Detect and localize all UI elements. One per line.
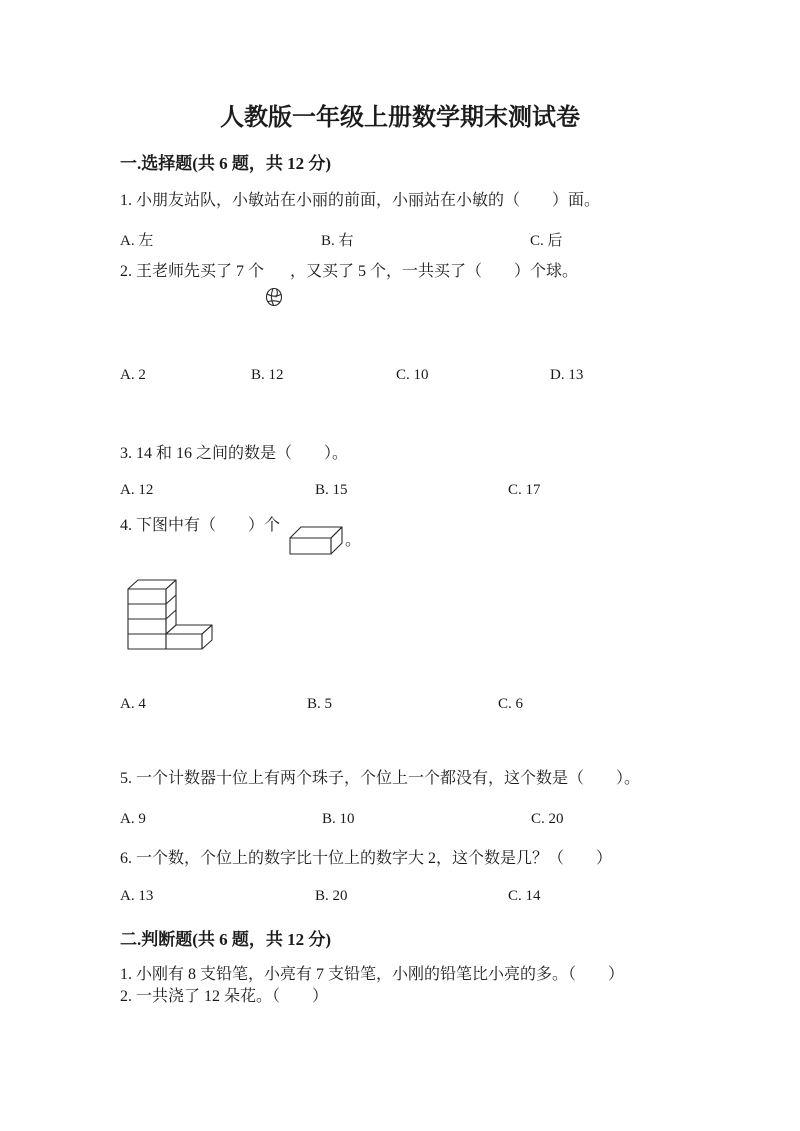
section-1-heading: 一.选择题(共 6 题，共 12 分) <box>120 154 332 173</box>
q6-option-c: C. 14 <box>508 888 541 904</box>
section-2-heading: 二.判断题(共 6 题，共 12 分) <box>120 930 332 949</box>
q3-option-a: A. 12 <box>120 482 154 498</box>
q4-option-a: A. 4 <box>120 696 146 712</box>
q2-option-c: C. 10 <box>396 367 429 383</box>
q4-option-b: B. 5 <box>307 696 333 712</box>
question-4-options <box>0 696 800 716</box>
question-1-options <box>0 229 800 249</box>
judge-question-1-text: 1. 小刚有 8 支铅笔，小亮有 7 支铅笔，小刚的铅笔比小亮的多。（ ） <box>120 966 625 983</box>
page-title: 人教版一年级上册数学期末测试卷 <box>220 105 580 131</box>
question-5-options <box>0 811 800 831</box>
question-1-text: 1. 小朋友站队，小敏站在小丽的前面，小丽站在小敏的（ ）面。 <box>120 192 601 209</box>
q4-option-c: C. 6 <box>498 696 524 712</box>
q2-text-before-ball: 2. 王老师先买了 7 个 <box>120 263 265 280</box>
q1-option-c: C. 后 <box>530 233 563 249</box>
q5-option-a: A. 9 <box>120 811 146 827</box>
q4-sentence-period: 。 <box>345 532 362 549</box>
question-4-text: 4. 下图中有（ ）个 <box>120 517 281 534</box>
q1-option-a: A. 左 <box>120 233 154 249</box>
q6-option-a: A. 13 <box>120 888 154 904</box>
cuboid-3d-outline-icon <box>289 525 344 556</box>
l-shaped-cuboid-stack-figure <box>126 578 214 651</box>
q1-option-b: B. 右 <box>321 233 354 249</box>
question-3-options <box>0 482 800 502</box>
ball-icon <box>265 287 283 307</box>
q2-option-b: B. 12 <box>251 367 284 383</box>
question-2-text <box>120 262 578 282</box>
q6-option-b: B. 20 <box>315 888 348 904</box>
question-2-options <box>0 367 800 387</box>
judge-question-2-text: 2. 一共浇了 12 朵花。（ ） <box>120 988 329 1005</box>
q5-option-c: C. 20 <box>531 811 564 827</box>
question-6-text: 6. 一个数，个位上的数字比十位上的数字大 2，这个数是几？（ ） <box>120 850 613 867</box>
q3-option-b: B. 15 <box>315 482 348 498</box>
question-5-text: 5. 一个计数器十位上有两个珠子，个位上一个都没有，这个数是（ ）。 <box>120 770 641 787</box>
q5-option-b: B. 10 <box>322 811 355 827</box>
q2-option-d: D. 13 <box>550 367 584 383</box>
q2-text-after-ball: ，又买了 5 个，一共买了（ ）个球。 <box>290 263 579 280</box>
q2-option-a: A. 2 <box>120 367 146 383</box>
q3-option-c: C. 17 <box>508 482 541 498</box>
question-6-options <box>0 888 800 908</box>
question-3-text: 3. 14 和 16 之间的数是（ ）。 <box>120 445 349 462</box>
